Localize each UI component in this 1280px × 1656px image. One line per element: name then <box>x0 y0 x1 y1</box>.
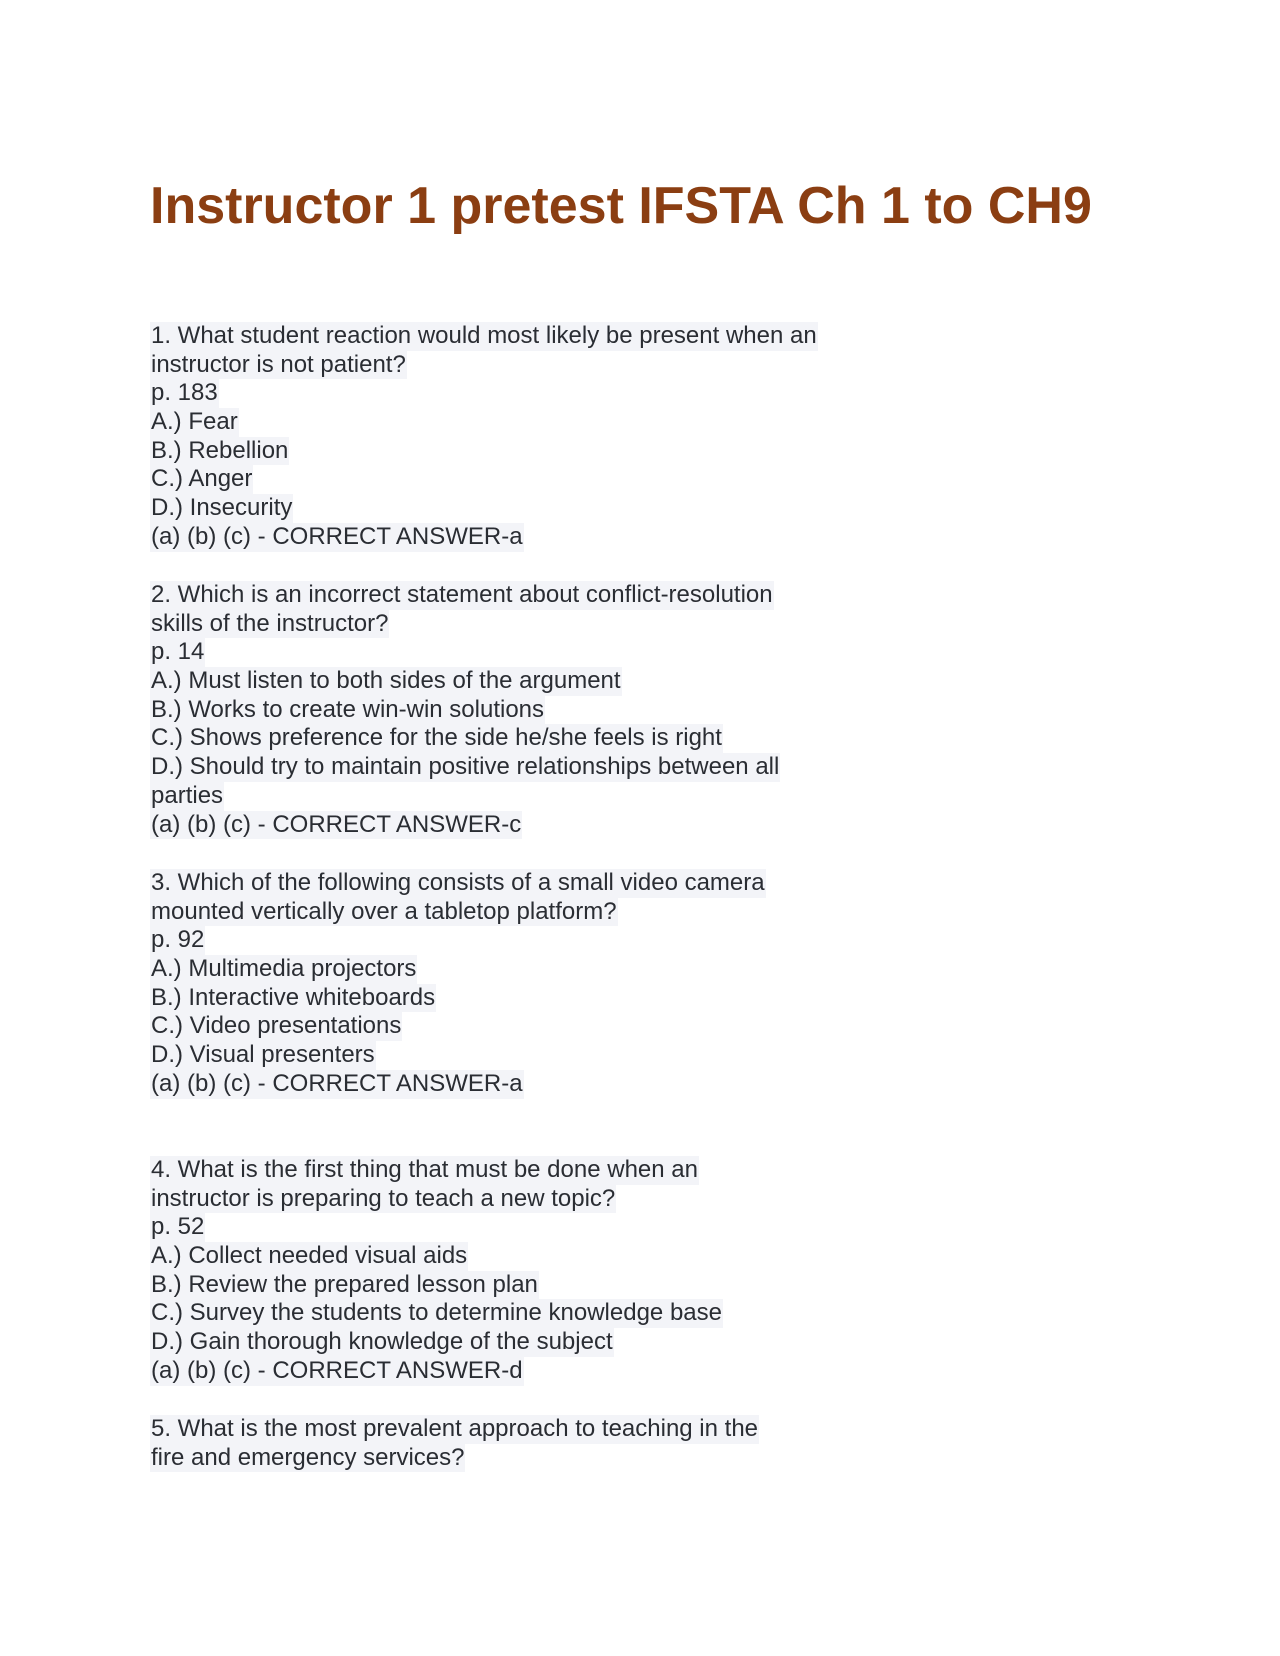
question-block <box>150 869 766 1099</box>
answer-option: A.) Collect needed visual aids <box>151 1242 468 1270</box>
answer-option: B.) Interactive whiteboards <box>151 983 436 1011</box>
answer-option: D.) Should try to maintain positive relationships between all <box>151 753 780 781</box>
answer-option: C.) Shows preference for the side he/she feels is right <box>151 724 722 752</box>
correct-answer: (a) (b) (c) - CORRECT ANSWER-a <box>151 1069 523 1097</box>
answer-option: D.) Gain thorough knowledge of the subject <box>151 1328 613 1356</box>
correct-answer: (a) (b) (c) - CORRECT ANSWER-d <box>151 1356 523 1384</box>
answer-option: parties <box>151 781 224 809</box>
question-line: instructor is not patient? <box>151 350 406 378</box>
question-line: 5. What is the most prevalent approach to teaching in the <box>151 1415 759 1442</box>
answer-option: B.) Review the prepared lesson plan <box>151 1270 538 1298</box>
answer-option: D.) Insecurity <box>151 494 293 522</box>
answer-option: A.) Multimedia projectors <box>151 955 417 983</box>
page-reference: p. 92 <box>151 926 205 954</box>
question-line: 2. Which is an incorrect statement about conflict-resolution <box>151 581 773 608</box>
question-line: mounted vertically over a tabletop platform? <box>151 897 617 925</box>
question-line: 3. Which of the following consists of a small video camera <box>151 869 765 896</box>
question-block <box>150 581 780 839</box>
answer-option: D.) Visual presenters <box>151 1041 375 1069</box>
question-line: fire and emergency services? <box>151 1443 465 1471</box>
question-line: 1. What student reaction would most likely be present when an <box>151 322 817 349</box>
answer-option: A.) Fear <box>151 408 238 436</box>
answer-option: A.) Must listen to both sides of the argument <box>151 667 621 695</box>
question-line: 4. What is the first thing that must be done when an <box>151 1156 698 1183</box>
question-block <box>150 1415 759 1472</box>
answer-option: B.) Rebellion <box>151 436 289 464</box>
document-title: Instructor 1 pretest IFSTA Ch 1 to CH9 <box>150 177 1092 235</box>
question-block <box>150 322 818 552</box>
question-line: instructor is preparing to teach a new topic? <box>151 1184 616 1212</box>
answer-option: C.) Anger <box>151 465 253 493</box>
answer-option: C.) Video presentations <box>151 1012 402 1040</box>
correct-answer: (a) (b) (c) - CORRECT ANSWER-a <box>151 522 523 550</box>
question-block <box>150 1156 723 1386</box>
page-reference: p. 52 <box>151 1213 205 1241</box>
answer-option: B.) Works to create win-win solutions <box>151 695 545 723</box>
page-reference: p. 14 <box>151 638 205 666</box>
question-line: skills of the instructor? <box>151 609 389 637</box>
page-reference: p. 183 <box>151 379 218 407</box>
correct-answer: (a) (b) (c) - CORRECT ANSWER-c <box>151 810 522 838</box>
answer-option: C.) Survey the students to determine knowledge base <box>151 1299 722 1327</box>
